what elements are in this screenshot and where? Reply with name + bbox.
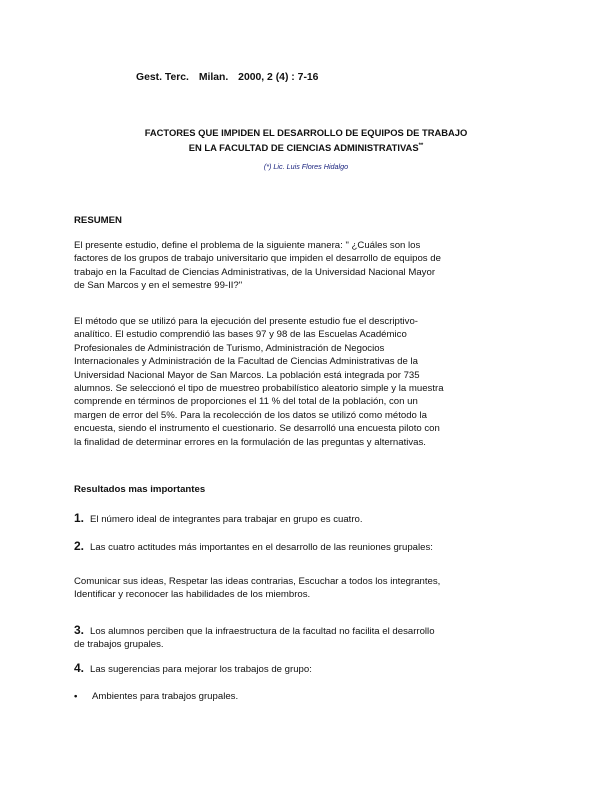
result-number: 1.	[74, 511, 85, 525]
journal-header	[136, 72, 325, 83]
result-item-2	[74, 540, 444, 554]
title-line-1: FACTORES QUE IMPIDEN EL DESARROLLO DE EQUIPOS DE TRABAJO	[144, 127, 468, 138]
title-footnote-mark: **	[418, 142, 424, 149]
result-item-2-detail: Comunicar sus ideas, Respetar las ideas contrarias, Escuchar a todos los integrantes, Identificar y reconocer las habilidades de los miembros.	[74, 576, 441, 601]
result-text: Los alumnos perciben que la infraestructura de la facultad no facilita el desarrollo de trabajos grupales.	[74, 626, 435, 651]
section-heading-results: Resultados mas importantes	[74, 484, 206, 495]
result-number: 3.	[74, 623, 85, 637]
result-text: El número ideal de integrantes para trabajar en grupo es cuatro.	[90, 514, 363, 525]
section-heading-resumen: RESUMEN	[74, 215, 122, 226]
bullet-item	[74, 690, 238, 703]
journal-name: Gest. Terc.	[136, 72, 189, 83]
result-item-4	[74, 662, 444, 676]
bullet-icon: •	[74, 691, 78, 702]
result-number: 2.	[74, 539, 85, 553]
article-title	[0, 127, 612, 154]
result-number: 4.	[74, 661, 85, 675]
result-item-1	[74, 512, 444, 526]
result-item-3	[74, 624, 444, 652]
result-text: Las cuatro actitudes más importantes en el desarrollo de las reuniones grupales:	[90, 542, 433, 553]
title-line-2: EN LA FACULTAD DE CIENCIAS ADMINISTRATIVAS**	[188, 141, 424, 153]
journal-citation: 2000, 2 (4) : 7-16	[238, 72, 319, 83]
result-text: Las sugerencias para mejorar los trabajos de grupo:	[90, 664, 312, 675]
author-line: (*) Lic. Luis Flores Hidalgo	[263, 162, 349, 171]
abstract-paragraph-2: El método que se utilizó para la ejecución del presente estudio fue el descriptivo-analítico. El estudio comprendió las bases 97 y 98 de las Escuelas Académico Profesionales de Administración de Turismo, Administración de Negocios Internacionales y Administración de la Facultad de Ciencias Administrativas de la Universidad Nacional Mayor de San Marcos. La población está integrada por 735 alumnos. Se seleccionó el tipo de muestreo probabilístico aleatorio simple y la muestra comprende en términos de proporciones el 11 % del total de la población, con un margen de error del 5%. Para la recolección de los datos se utilizó como método la encuesta, siendo el instrumento el cuestionario. Se desarrolló una encuesta piloto con la finalidad de determinar errores en la formulación de las preguntas y alternativas.	[74, 316, 444, 448]
abstract-paragraph-1: El presente estudio, define el problema de la siguiente manera: " ¿Cuáles son los factores de los grupos de trabajo universitario que impiden el desarrollo de equipos de trabajo en la Facultad de Ciencias Administrativas, de la Universidad Nacional Mayor de San Marcos y en el semestre 99-II?"	[74, 240, 441, 292]
journal-city: Milan.	[198, 72, 229, 83]
bullet-text: Ambientes para trabajos grupales.	[92, 691, 239, 702]
